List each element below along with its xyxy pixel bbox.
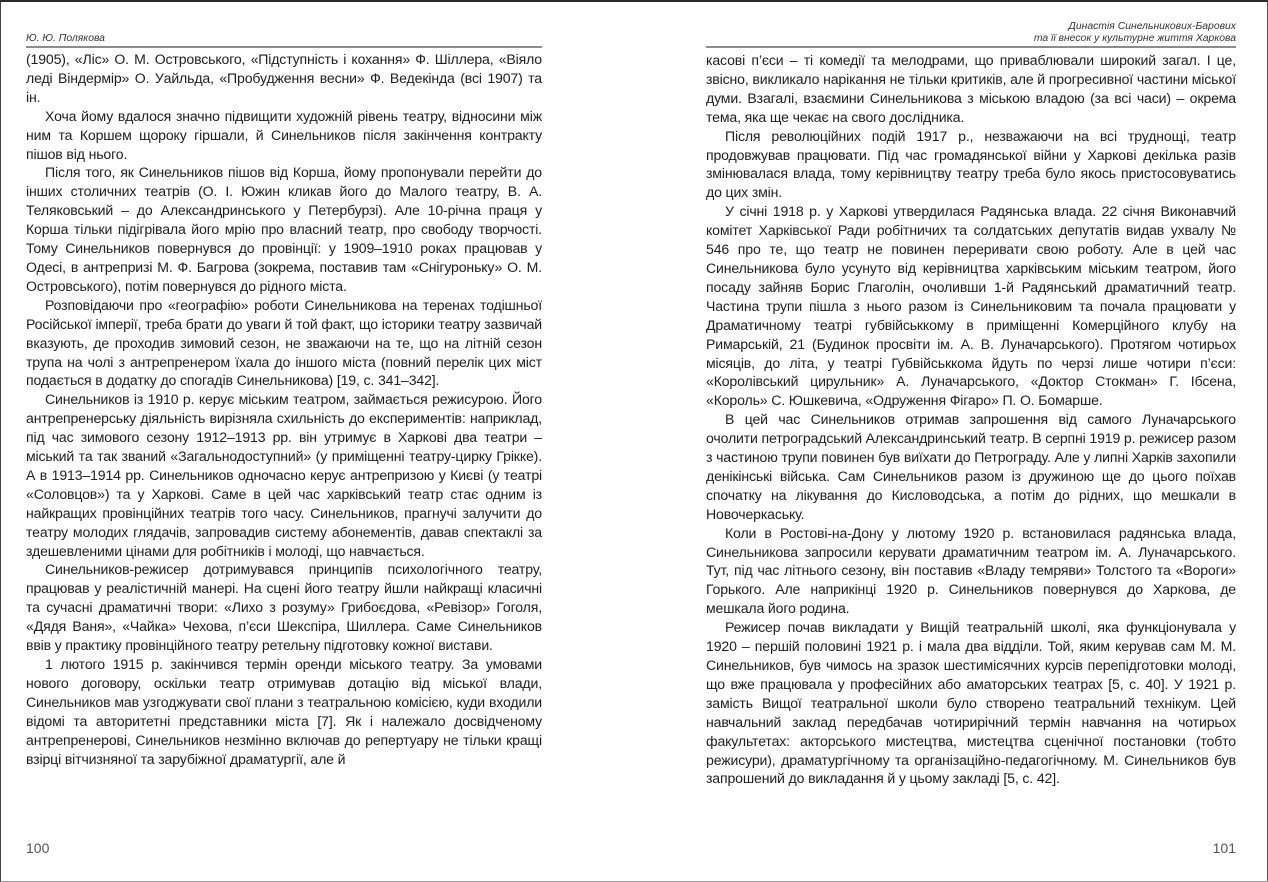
left-header-rule [26,46,542,48]
right-running-head [1034,21,1236,44]
paragraph: Синельников із 1910 р. керує міським театром, займається режисурою. Його антрепренерську діяльність вирізняла схильність до експериментів: наприклад, під час зимового сезону 1912–1913 рр. він утримує в Харкові два театри – міський та так званий «Загальнодоступний» (у приміщенні театру-цирку Грікке). А в 1913–1914 рр. Синельников одночасно керує антрепризою у Києві (у театрі «Соловцов») та у Харкові. Саме в цей час харківський театр стає одним із найкращих провінційних театрів того часу. Синельников, прагнучі залучити до театру молодих глядачів, запровадив систему абонементів, давав спектаклі за здешевленими цінами для робітників і молоді, що навчається. [26,391,542,559]
right-header-rule [706,46,1236,48]
paragraph: Розповідаючи про «географію» роботи Синельникова на теренах тодішньої Російської імперії, треба брати до уваги й той факт, що історики театру зазвичай вказують, де проходив зимовий сезон, не зважаючи на те, що на літній сезон трупа на чолі з антрепренером їхала до іншого міста (повний перелік цих міст подається в додатку до спогадів Синельникова) [19, с. 341–342]. [26,296,542,389]
left-page [26,0,542,881]
paragraph: Після того, як Синельников пішов від Корша, йому пропонували перейти до інших столичних театрів (О. І. Южин кликав його до Малого театру, В. А. Теляковський – до Александринського у Петербурзі). Але 10-річна праця у Корша тільки підігрівала його мрію про власний театр, про свободу творчості. Тому Синельников повернувся до провінції: у 1909–1910 роках працював у Одесі, в антрепризі М. Ф. Багрова (зокрема, поставив там «Снігуроньку» О. М. Островського), потім повернувся до рідного міста. [26,164,542,294]
paragraph: У січні 1918 р. у Харкові утвердилася Радянська влада. 22 січня Виконавчий комітет Харківської Ради робітничих та солдатських депутатів видав ухвалу № 546 про те, що театр не повинен переривати свою роботу. Але в цей час Синельникова було усунуто від керівництва харківським міським театром, його посаду зайняв Борис Глаголін, очоливши 1-й Радянський драматичний театр. Частина трупи пішла з нього разом із Синельниковим та почала працювати у Драматичному театрі губвійськкому в приміщенні Комерційного клубу на Римарській, 21 (Будинок просвіти ім. А. В. Луначарського). Протягом чотирьох місяців, до літа, у театрі Губвійськкома йдуть по черзі лише чотири п’єси: «Королівський цирульник» А. Луначарського, «Доктор Стокман» Г. Ібсена, «Король» С. Юшкевича, «Одруження Фігаро» П. О. Бомарше. [706,203,1236,409]
page-number-left: 100 [26,840,50,856]
right-page [706,0,1236,881]
running-head-line-2: та її внесок у культурне життя Харкова [1033,32,1236,44]
left-body-text [26,50,542,768]
left-running-head: Ю. Ю. Полякова [26,33,105,44]
paragraph: В цей час Синельников отримав запрошення від самого Луначарського очолити петроградський Александринський театр. В серпні 1919 р. режисер разом з частиною трупи повинен був виїхати до Петрограду. Але у липні Харків захопили денікінські війська. Сам Синельников разом із дружиною ще до цього поїхав спочатку на лікування до Кисловодська, а потім до рідних, що мешкали в Новочеркаську. [706,411,1237,522]
paragraph: 1 лютого 1915 р. закінчився термін оренди міського театру. За умовами нового договору, оскільки театр отримував дотацію від міської влади, Синельников мав узгоджувати свої плани з театральною комісією, куди входили відомі та авторитетні представники міста [7]. Як і належало досвідченому антрепренерові, Синельников незмінно включав до репертуару не тільки кращі взірці вітчизняної та зарубіжної драматургії, але й [26,656,542,767]
paragraph: Після революційних подій 1917 р., незважаючи на всі труднощі, театр продовжував працювати. Під час громадянської війни у Харкові декілька разів змінювалася влада, тому керівництву театру треба було якось пристосовуватись до цих змін. [706,127,1236,201]
paragraph: Синельников-режисер дотримувався принципів психологічного театру, працював у реалістичній манері. На сцені його театру йшли найкращі класичні та сучасні драматичні твори: «Лихо з розуму» Грибоєдова, «Ревізор» Гоголя, «Дядя Ваня», «Чайка» Чехова, п’єси Шекспіра, Шиллера. Саме Синельников ввів у практику провінційного театру ретельну підготовку кожної вистави. [26,561,542,654]
running-head-line-1: Династія Синельникових-Барових [1068,21,1236,32]
paragraph: касові п’єси – ті комедії та мелодрами, що приваблювали широкий загал. І це, звісно, викликало нарікання не тільки критиків, але й прогресивної частини міської думи. Взагалі, взаємини Синельникова з міською владою (за всі часи) – окрема тема, яка ще чекає на свого дослідника. [706,52,1237,125]
right-body-text [706,51,1236,788]
page-number-right: 101 [1212,840,1236,856]
paragraph: Режисер почав викладати у Вищій театральній школі, яка функціонувала у 1920 – першій половині 1921 р. і мала два відділи. Той, яким керував сам М. М. Синельников, був чимось на зразок шестимісячних курсів перепідготовки молоді, що вже працювала у професійних або аматорських театрах [5, с. 40]. У 1921 р. замість Вищої театральної школи було створено театральний технікум. Цей навчальний заклад передбачав чотирирічний термін навчання на чотирьох факультетах: акторського мистецтва, мистецтва сценічної постановки (тобто режисури), драматургічному та організаційно-педагогічному. М. Синельников був запрошений до викладання й у цьому закладі [5, с. 42]. [706,619,1236,787]
paragraph: (1905), «Ліс» О. М. Островського, «Підступність і кохання» Ф. Шіллера, «Віяло леді Віндермір» О. Уайльда, «Пробудження весни» Ф. Ведекінда (всі 1907) та ін. [26,51,542,105]
paragraph: Хоча йому вдалося значно підвищити художній рівень театру, відносини між ним та Коршем щороку гіршали, й Синельников після закінчення контракту пішов від нього. [26,107,542,162]
paragraph: Коли в Ростові-на-Дону у лютому 1920 р. встановилася радянська влада, Синельникова запросили керувати драматичним театром ім. А. Луначарського. Тут, під час літнього сезону, він поставив «Владу темряви» Толстого та «Вороги» Горького. Але наприкінці 1920 р. Синельников повернувся до Харкова, де мешкала його родина. [706,524,1236,617]
